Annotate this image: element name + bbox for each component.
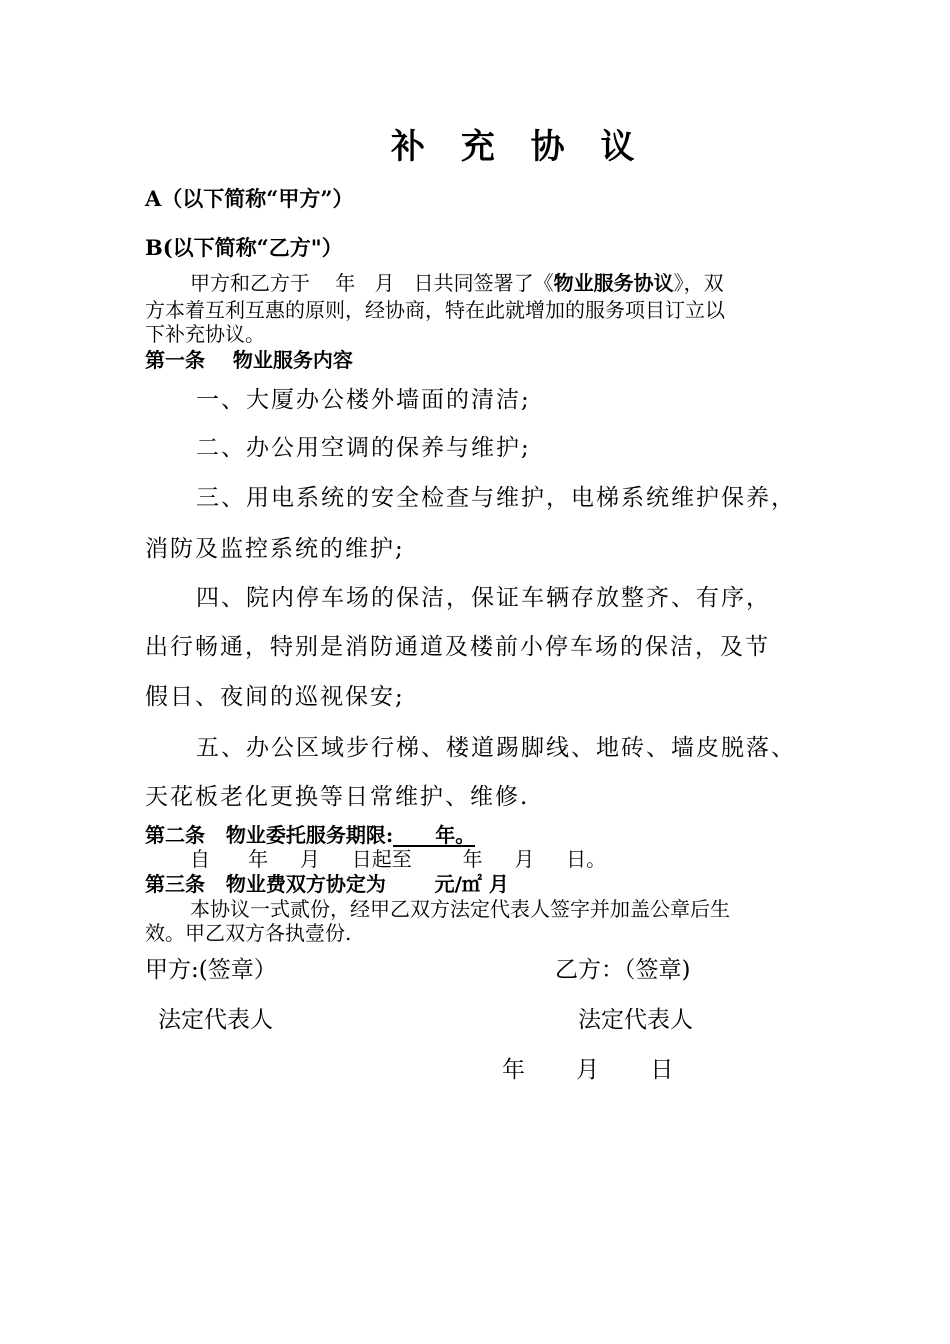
intro-line-3: 下补充协议。 [145, 322, 265, 346]
article-1-item-2: 二、办公用空调的保养与维护; [196, 435, 531, 461]
article-3-body-line-2: 效。甲乙双方各执壹份. [145, 921, 352, 945]
article-1-item-3-line-2: 消防及监控系统的维护; [145, 536, 405, 562]
article-1-item-4-line-2: 出行畅通，特别是消防通道及楼前小停车场的保洁，及节 [145, 634, 770, 660]
intro-line-1-pre: 甲方和乙方于 年 月 日共同签署了《 [190, 271, 554, 295]
article-1-item-4-line-1: 四、院内停车场的保洁，保证车辆存放整齐、有序， [196, 585, 771, 611]
article-2-heading [145, 825, 475, 847]
intro-line-1 [190, 273, 724, 293]
service-term-blank [393, 825, 435, 847]
service-term-suffix: 年。 [435, 823, 476, 847]
intro-line-2: 方本着互利互惠的原则，经协商，特在此就增加的服务项目订立以 [145, 298, 725, 322]
article-1-item-5-line-2: 天花板老化更换等日常维护、维修. [145, 784, 530, 810]
article-2-heading-text: 第二条 物业委托服务期限: [145, 823, 394, 847]
article-3-heading: 第三条 物业费双方协定为 元/㎡ 月 [145, 872, 509, 896]
party-a-signature: 甲方:(签章） [145, 957, 277, 983]
document-title: 补 充 协 议 [391, 127, 647, 167]
article-1-heading: 第一条 物业服务内容 [145, 348, 353, 372]
article-1-item-1: 一、大厦办公楼外墙面的清洁; [196, 387, 531, 413]
party-b-signature: 乙方：（签章) [555, 957, 691, 983]
party-a-line: A（以下简称“甲方”） [145, 186, 354, 211]
article-1-item-5-line-1: 五、办公区域步行梯、楼道踢脚线、地砖、墙皮脱落、 [196, 735, 796, 761]
article-2-period: 自 年 月 日起至 年 月 日。 [190, 847, 607, 871]
signing-date: 年 月 日 [502, 1057, 674, 1083]
article-3-body-line-1: 本协议一式贰份，经甲乙双方法定代表人签字并加盖公章后生 [190, 897, 730, 921]
party-b-representative: 法定代表人 [578, 1007, 693, 1033]
article-1-item-3-line-1: 三、用电系统的安全检查与维护，电梯系统维护保养， [196, 485, 796, 511]
article-1-item-4-line-3: 假日、夜间的巡视保安; [145, 684, 405, 710]
party-a-representative: 法定代表人 [158, 1007, 273, 1033]
agreement-name: 物业服务协议 [553, 271, 674, 295]
party-b-line: B(以下简称“乙方"） [145, 235, 343, 260]
intro-line-1-post: 》，双 [673, 271, 724, 295]
